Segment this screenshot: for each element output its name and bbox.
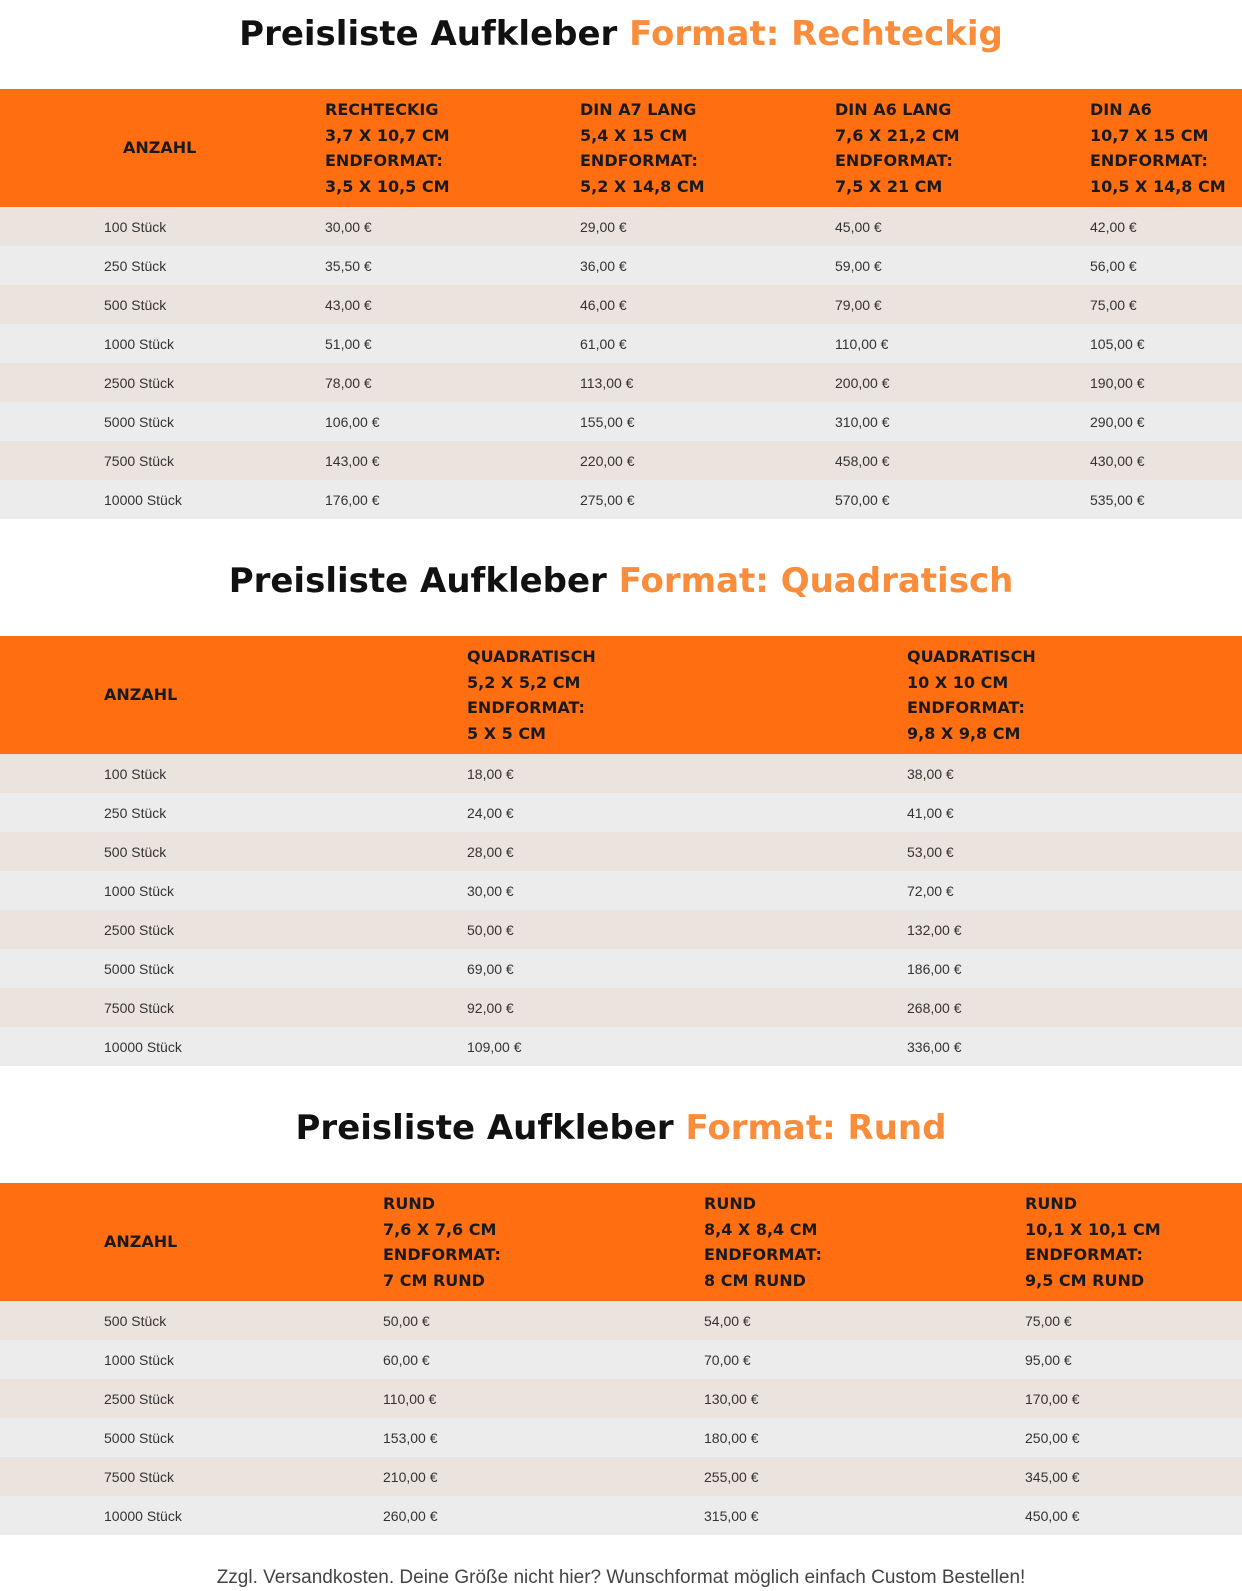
price-cell: 210,00 € bbox=[383, 1457, 704, 1496]
price-table-rechteckig bbox=[0, 89, 1242, 519]
price-cell: 38,00 € bbox=[907, 754, 1242, 793]
price-cell: 50,00 € bbox=[383, 1301, 704, 1340]
price-cell: 155,00 € bbox=[580, 402, 835, 441]
table-row bbox=[0, 793, 1242, 832]
table-row bbox=[0, 363, 1242, 402]
price-cell: 35,50 € bbox=[325, 246, 580, 285]
section-title-rund bbox=[0, 1108, 1242, 1148]
qty-cell: 10000 Stück bbox=[0, 480, 325, 519]
header-column: QUADRATISCH 10 X 10 CM ENDFORMAT: 9,8 X 9,8 CM bbox=[907, 636, 1242, 754]
table-row bbox=[0, 1457, 1242, 1496]
qty-cell: 2500 Stück bbox=[0, 1379, 383, 1418]
price-cell: 45,00 € bbox=[835, 207, 1090, 246]
header-column: RUND 7,6 X 7,6 CM ENDFORMAT: 7 CM RUND bbox=[383, 1183, 704, 1301]
price-cell: 450,00 € bbox=[1025, 1496, 1242, 1535]
price-cell: 430,00 € bbox=[1090, 441, 1242, 480]
price-cell: 69,00 € bbox=[467, 949, 907, 988]
table-header-row bbox=[0, 89, 1242, 207]
price-cell: 78,00 € bbox=[325, 363, 580, 402]
price-cell: 41,00 € bbox=[907, 793, 1242, 832]
qty-cell: 2500 Stück bbox=[0, 363, 325, 402]
header-anzahl: ANZAHL bbox=[0, 1183, 383, 1301]
qty-cell: 100 Stück bbox=[0, 207, 325, 246]
price-cell: 75,00 € bbox=[1025, 1301, 1242, 1340]
qty-cell: 5000 Stück bbox=[0, 949, 467, 988]
price-cell: 92,00 € bbox=[467, 988, 907, 1027]
price-cell: 28,00 € bbox=[467, 832, 907, 871]
table-row bbox=[0, 1340, 1242, 1379]
price-cell: 42,00 € bbox=[1090, 207, 1242, 246]
price-cell: 176,00 € bbox=[325, 480, 580, 519]
price-cell: 29,00 € bbox=[580, 207, 835, 246]
price-cell: 110,00 € bbox=[383, 1379, 704, 1418]
price-cell: 130,00 € bbox=[704, 1379, 1025, 1418]
price-table-rund bbox=[0, 1183, 1242, 1535]
header-anzahl: ANZAHL bbox=[0, 636, 467, 754]
title-main: Preisliste Aufkleber bbox=[228, 561, 607, 601]
table-row bbox=[0, 871, 1242, 910]
table-row bbox=[0, 207, 1242, 246]
price-cell: 56,00 € bbox=[1090, 246, 1242, 285]
price-cell: 30,00 € bbox=[325, 207, 580, 246]
price-cell: 186,00 € bbox=[907, 949, 1242, 988]
qty-cell: 5000 Stück bbox=[0, 402, 325, 441]
header-column: DIN A6 10,7 X 15 CM ENDFORMAT: 10,5 X 14,8 CM bbox=[1090, 89, 1242, 207]
price-cell: 54,00 € bbox=[704, 1301, 1025, 1340]
price-table-quadratisch bbox=[0, 636, 1242, 1066]
table-row bbox=[0, 480, 1242, 519]
price-cell: 59,00 € bbox=[835, 246, 1090, 285]
header-column: RUND 8,4 X 8,4 CM ENDFORMAT: 8 CM RUND bbox=[704, 1183, 1025, 1301]
table-row bbox=[0, 988, 1242, 1027]
price-cell: 315,00 € bbox=[704, 1496, 1025, 1535]
price-cell: 336,00 € bbox=[907, 1027, 1242, 1066]
table-row bbox=[0, 324, 1242, 363]
table-row bbox=[0, 1496, 1242, 1535]
qty-cell: 7500 Stück bbox=[0, 441, 325, 480]
price-cell: 24,00 € bbox=[467, 793, 907, 832]
table-header-row bbox=[0, 636, 1242, 754]
price-cell: 268,00 € bbox=[907, 988, 1242, 1027]
price-cell: 143,00 € bbox=[325, 441, 580, 480]
price-cell: 190,00 € bbox=[1090, 363, 1242, 402]
price-cell: 570,00 € bbox=[835, 480, 1090, 519]
qty-cell: 7500 Stück bbox=[0, 988, 467, 1027]
table-row bbox=[0, 1301, 1242, 1340]
qty-cell: 500 Stück bbox=[0, 1301, 383, 1340]
header-anzahl: ANZAHL bbox=[0, 89, 325, 207]
price-cell: 109,00 € bbox=[467, 1027, 907, 1066]
price-cell: 105,00 € bbox=[1090, 324, 1242, 363]
title-format: Format: Quadratisch bbox=[618, 561, 1014, 601]
price-cell: 170,00 € bbox=[1025, 1379, 1242, 1418]
qty-cell: 250 Stück bbox=[0, 793, 467, 832]
table-row bbox=[0, 441, 1242, 480]
header-column: RECHTECKIG 3,7 X 10,7 CM ENDFORMAT: 3,5 X 10,5 CM bbox=[325, 89, 580, 207]
price-cell: 250,00 € bbox=[1025, 1418, 1242, 1457]
qty-cell: 1000 Stück bbox=[0, 871, 467, 910]
title-main: Preisliste Aufkleber bbox=[239, 14, 618, 54]
shipping-note: Zzgl. Versandkosten. Deine Größe nicht hier? Wunschformat möglich einfach Custom Bestellen! bbox=[216, 1567, 1026, 1588]
table-row bbox=[0, 832, 1242, 871]
price-cell: 110,00 € bbox=[835, 324, 1090, 363]
header-column: DIN A7 LANG 5,4 X 15 CM ENDFORMAT: 5,2 X 14,8 CM bbox=[580, 89, 835, 207]
price-cell: 106,00 € bbox=[325, 402, 580, 441]
price-cell: 275,00 € bbox=[580, 480, 835, 519]
price-cell: 18,00 € bbox=[467, 754, 907, 793]
price-cell: 70,00 € bbox=[704, 1340, 1025, 1379]
price-cell: 153,00 € bbox=[383, 1418, 704, 1457]
table-row bbox=[0, 285, 1242, 324]
price-cell: 458,00 € bbox=[835, 441, 1090, 480]
title-main: Preisliste Aufkleber bbox=[295, 1108, 674, 1148]
price-cell: 51,00 € bbox=[325, 324, 580, 363]
price-cell: 290,00 € bbox=[1090, 402, 1242, 441]
qty-cell: 1000 Stück bbox=[0, 1340, 383, 1379]
price-cell: 200,00 € bbox=[835, 363, 1090, 402]
price-cell: 95,00 € bbox=[1025, 1340, 1242, 1379]
qty-cell: 250 Stück bbox=[0, 246, 325, 285]
price-cell: 260,00 € bbox=[383, 1496, 704, 1535]
header-column: QUADRATISCH 5,2 X 5,2 CM ENDFORMAT: 5 X 5 CM bbox=[467, 636, 907, 754]
price-cell: 72,00 € bbox=[907, 871, 1242, 910]
price-cell: 60,00 € bbox=[383, 1340, 704, 1379]
qty-cell: 10000 Stück bbox=[0, 1496, 383, 1535]
table-row bbox=[0, 1027, 1242, 1066]
price-cell: 113,00 € bbox=[580, 363, 835, 402]
table-row bbox=[0, 1418, 1242, 1457]
price-cell: 220,00 € bbox=[580, 441, 835, 480]
price-cell: 46,00 € bbox=[580, 285, 835, 324]
header-column: RUND 10,1 X 10,1 CM ENDFORMAT: 9,5 CM RUND bbox=[1025, 1183, 1242, 1301]
price-cell: 132,00 € bbox=[907, 910, 1242, 949]
section-title-rechteckig bbox=[0, 14, 1242, 54]
table-row bbox=[0, 910, 1242, 949]
price-cell: 180,00 € bbox=[704, 1418, 1025, 1457]
price-cell: 255,00 € bbox=[704, 1457, 1025, 1496]
price-cell: 345,00 € bbox=[1025, 1457, 1242, 1496]
title-format: Format: Rund bbox=[685, 1108, 947, 1148]
qty-cell: 500 Stück bbox=[0, 832, 467, 871]
price-cell: 43,00 € bbox=[325, 285, 580, 324]
price-cell: 53,00 € bbox=[907, 832, 1242, 871]
section-title-quadratisch bbox=[0, 561, 1242, 601]
price-cell: 61,00 € bbox=[580, 324, 835, 363]
qty-cell: 1000 Stück bbox=[0, 324, 325, 363]
price-cell: 75,00 € bbox=[1090, 285, 1242, 324]
table-row bbox=[0, 949, 1242, 988]
title-format: Format: Rechteckig bbox=[629, 14, 1003, 54]
qty-cell: 7500 Stück bbox=[0, 1457, 383, 1496]
table-row bbox=[0, 754, 1242, 793]
table-row bbox=[0, 402, 1242, 441]
qty-cell: 2500 Stück bbox=[0, 910, 467, 949]
price-cell: 36,00 € bbox=[580, 246, 835, 285]
price-cell: 79,00 € bbox=[835, 285, 1090, 324]
qty-cell: 100 Stück bbox=[0, 754, 467, 793]
header-column: DIN A6 LANG 7,6 X 21,2 CM ENDFORMAT: 7,5 X 21 CM bbox=[835, 89, 1090, 207]
qty-cell: 10000 Stück bbox=[0, 1027, 467, 1066]
table-header-row bbox=[0, 1183, 1242, 1301]
table-row bbox=[0, 1379, 1242, 1418]
table-row bbox=[0, 246, 1242, 285]
price-cell: 50,00 € bbox=[467, 910, 907, 949]
price-cell: 30,00 € bbox=[467, 871, 907, 910]
qty-cell: 500 Stück bbox=[0, 285, 325, 324]
price-cell: 310,00 € bbox=[835, 402, 1090, 441]
price-cell: 535,00 € bbox=[1090, 480, 1242, 519]
qty-cell: 5000 Stück bbox=[0, 1418, 383, 1457]
